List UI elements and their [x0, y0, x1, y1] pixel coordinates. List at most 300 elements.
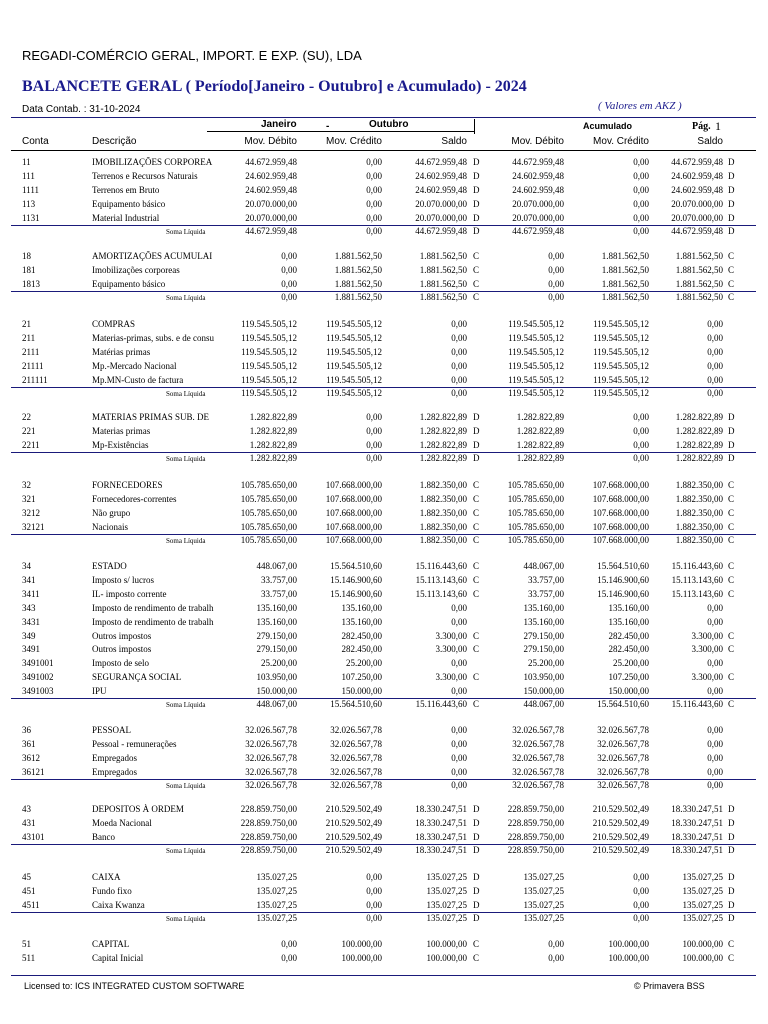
table-row [0, 589, 768, 602]
account-code: 36121 [22, 766, 45, 777]
table-row [0, 494, 768, 507]
amount-cell: 282.450,00 [608, 644, 649, 655]
balance-side: C [728, 630, 735, 641]
amount-cell: 1.282.822,89 [419, 425, 467, 436]
amount-cell: 0,00 [451, 602, 467, 613]
amount-cell: 135.027,25 [523, 885, 564, 896]
amount-cell: 0,00 [281, 251, 297, 261]
balance-side: D [473, 872, 480, 882]
balance-side: D [728, 831, 735, 842]
account-code: 221 [22, 425, 36, 436]
balance-side: C [473, 699, 480, 709]
balance-side: C [473, 672, 480, 683]
table-row [0, 804, 768, 817]
account-description: Imposto de rendimento de trabalh [92, 602, 214, 613]
amount-cell: 0,00 [366, 225, 382, 236]
account-code: 341 [22, 574, 36, 585]
amount-cell: 0,00 [451, 332, 467, 343]
amount-cell: 210.529.502,49 [592, 831, 649, 842]
amount-cell: 0,00 [281, 278, 297, 289]
amount-cell: 119.545.505,12 [241, 360, 297, 371]
amount-cell: 0,00 [281, 952, 297, 963]
amount-cell: 0,00 [451, 360, 467, 371]
balance-side: D [728, 157, 735, 167]
account-description: Terrenos em Bruto [92, 184, 160, 195]
total-label: Soma Líquida [166, 846, 206, 855]
balance-side: C [728, 480, 735, 490]
amount-cell: 1.282.822,89 [419, 439, 467, 450]
col-saldo-acum: Saldo [697, 136, 723, 147]
account-description: PESSOAL [92, 725, 132, 735]
amount-cell: 107.668.000,00 [592, 521, 649, 532]
balance-side: C [473, 534, 480, 545]
amount-cell: 15.564.510,60 [597, 699, 649, 709]
balance-side: D [728, 225, 735, 236]
amount-cell: 100.000,00 [426, 939, 467, 949]
account-code: 1111 [22, 184, 39, 195]
amount-cell: 100.000,00 [682, 939, 723, 949]
balance-side: D [473, 452, 480, 463]
amount-cell: 33.757,00 [528, 574, 564, 585]
balance-side: C [473, 574, 480, 585]
balance-side: D [473, 212, 480, 223]
amount-cell: 0,00 [707, 752, 723, 763]
amount-cell: 0,00 [707, 602, 723, 613]
balance-side: C [473, 251, 480, 261]
amount-cell: 3.300,00 [435, 644, 467, 655]
amount-cell: 0,00 [451, 779, 467, 790]
amount-cell: 135.160,00 [341, 602, 382, 613]
account-description: Imobilizações corporeas [92, 264, 180, 275]
amount-cell: 15.113.143,60 [671, 574, 723, 585]
total-label: Soma Líquida [166, 227, 206, 236]
amount-cell: 448.067,00 [256, 699, 297, 709]
account-code: 43101 [22, 831, 45, 842]
amount-cell: 32.026.567,78 [330, 738, 382, 749]
amount-cell: 32.026.567,78 [597, 766, 649, 777]
balance-side: C [728, 251, 735, 261]
account-code: 4511 [22, 899, 40, 910]
account-description: MATERIAS PRIMAS SUB. DE [92, 412, 210, 422]
account-code: 3491003 [22, 686, 54, 697]
amount-cell: 24.602.959,48 [245, 184, 297, 195]
amount-cell: 448.067,00 [256, 561, 297, 571]
table-row [0, 412, 768, 425]
amount-cell: 0,00 [451, 766, 467, 777]
amount-cell: 0,00 [633, 425, 649, 436]
account-code: 111 [22, 170, 35, 181]
table-row [0, 753, 768, 766]
amount-cell: 0,00 [633, 912, 649, 923]
amount-cell: 25.200,00 [346, 658, 382, 669]
amount-cell: 107.250,00 [341, 672, 382, 683]
amount-cell: 1.282.822,89 [419, 412, 467, 422]
amount-cell: 32.026.567,78 [330, 766, 382, 777]
amount-cell: 0,00 [366, 439, 382, 450]
amount-cell: 119.545.505,12 [593, 387, 649, 398]
amount-cell: 105.785.650,00 [240, 534, 297, 545]
amount-cell: 135.027,25 [682, 899, 723, 910]
table-row [0, 739, 768, 752]
amount-cell: 135.027,25 [682, 885, 723, 896]
balance-side: C [728, 574, 735, 585]
amount-cell: 0,00 [548, 291, 564, 302]
amount-cell: 1.881.562,50 [601, 291, 649, 302]
amount-cell: 32.026.567,78 [512, 766, 564, 777]
amount-cell: 119.545.505,12 [326, 374, 382, 385]
table-row [0, 672, 768, 685]
amount-cell: 107.668.000,00 [325, 507, 382, 518]
account-code: 361 [22, 738, 36, 749]
copyright-text: © Primavera BSS [634, 981, 705, 991]
amount-cell: 1.881.562,50 [675, 291, 723, 302]
page-number: 1 [715, 119, 721, 133]
balance-side: C [728, 588, 735, 599]
account-code: 32 [22, 480, 31, 490]
table-row [0, 886, 768, 899]
balance-side: D [728, 412, 735, 422]
amount-cell: 24.602.959,48 [415, 170, 467, 181]
account-code: 211 [22, 332, 36, 343]
amount-cell: 0,00 [451, 725, 467, 735]
amount-cell: 0,00 [707, 658, 723, 669]
amount-cell: 32.026.567,78 [245, 725, 297, 735]
amount-cell: 0,00 [707, 725, 723, 735]
period-dash: - [326, 121, 330, 132]
amount-cell: 100.000,00 [682, 952, 723, 963]
balance-side: D [728, 872, 735, 882]
balance-side: D [473, 912, 480, 923]
account-code: 1813 [22, 278, 40, 289]
amount-cell: 0,00 [633, 885, 649, 896]
amount-cell: 33.757,00 [528, 588, 564, 599]
balance-side: C [473, 278, 480, 289]
balance-side: D [728, 452, 735, 463]
amount-cell: 119.545.505,12 [326, 332, 382, 343]
amount-cell: 32.026.567,78 [512, 779, 564, 790]
amount-cell: 32.026.567,78 [330, 725, 382, 735]
amount-cell: 1.282.822,89 [249, 412, 297, 422]
account-description: Mp.-Mercado Nacional [92, 360, 177, 371]
amount-cell: 210.529.502,49 [592, 844, 649, 855]
account-description: Empregados [92, 766, 137, 777]
amount-cell: 18.330.247,51 [671, 804, 723, 814]
account-description: Imposto s/ lucros [92, 574, 154, 585]
amount-cell: 18.330.247,51 [415, 817, 467, 828]
amount-cell: 15.146.900,60 [597, 588, 649, 599]
amount-cell: 32.026.567,78 [512, 738, 564, 749]
amount-cell: 0,00 [633, 157, 649, 167]
total-row [0, 292, 768, 305]
amount-cell: 1.282.822,89 [516, 412, 564, 422]
amount-cell: 0,00 [707, 346, 723, 357]
amount-cell: 210.529.502,49 [592, 804, 649, 814]
total-row [0, 780, 768, 793]
amount-cell: 1.882.350,00 [675, 521, 723, 532]
total-row [0, 453, 768, 466]
amount-cell: 0,00 [548, 939, 564, 949]
balance-side: D [473, 885, 480, 896]
amount-cell: 44.672.959,48 [671, 225, 723, 236]
amount-cell: 105.785.650,00 [507, 521, 564, 532]
account-code: 3491001 [22, 658, 54, 669]
amount-cell: 0,00 [451, 752, 467, 763]
total-label: Soma Líquida [166, 454, 206, 463]
account-code: 32121 [22, 521, 45, 532]
amount-cell: 18.330.247,51 [671, 844, 723, 855]
balance-side: C [728, 672, 735, 683]
account-description: IL- imposto corrente [92, 588, 167, 599]
account-description: CAIXA [92, 872, 121, 882]
amount-cell: 18.330.247,51 [671, 817, 723, 828]
account-description: COMPRAS [92, 319, 136, 329]
amount-cell: 119.545.505,12 [326, 319, 382, 329]
amount-cell: 25.200,00 [261, 658, 297, 669]
amount-cell: 32.026.567,78 [597, 725, 649, 735]
amount-cell: 0,00 [451, 346, 467, 357]
amount-cell: 0,00 [707, 686, 723, 697]
amount-cell: 0,00 [366, 212, 382, 223]
amount-cell: 0,00 [633, 212, 649, 223]
total-label: Soma Líquida [166, 701, 206, 709]
amount-cell: 135.027,25 [523, 872, 564, 882]
amount-cell: 44.672.959,48 [671, 157, 723, 167]
balance-side: D [728, 198, 735, 209]
amount-cell: 135.027,25 [426, 912, 467, 923]
amount-cell: 18.330.247,51 [415, 831, 467, 842]
balance-side: C [473, 480, 480, 490]
account-code: 21111 [22, 360, 44, 371]
col-mov-debito-acum: Mov. Débito [511, 136, 564, 147]
amount-cell: 228.859.750,00 [240, 804, 297, 814]
license-text: Licensed to: ICS INTEGRATED CUSTOM SOFTWARE [24, 981, 245, 991]
account-code: 51 [22, 939, 31, 949]
amount-cell: 103.950,00 [523, 672, 564, 683]
account-code: 511 [22, 952, 36, 963]
amount-cell: 0,00 [548, 952, 564, 963]
header-period-rule [207, 131, 474, 132]
account-description: Material Industrial [92, 212, 160, 223]
amount-cell: 0,00 [548, 251, 564, 261]
table-row [0, 658, 768, 671]
amount-cell: 107.668.000,00 [325, 521, 382, 532]
acumulado-label: Acumulado [583, 121, 633, 131]
amount-cell: 25.200,00 [528, 658, 564, 669]
amount-cell: 119.545.505,12 [593, 346, 649, 357]
amount-cell: 0,00 [366, 170, 382, 181]
amount-cell: 18.330.247,51 [415, 844, 467, 855]
amount-cell: 15.564.510,60 [597, 561, 649, 571]
amount-cell: 1.282.822,89 [516, 439, 564, 450]
account-code: 431 [22, 817, 36, 828]
account-code: 18 [22, 251, 31, 261]
balance-side: D [473, 899, 480, 910]
balance-side: C [728, 264, 735, 275]
balance-side: D [728, 899, 735, 910]
amount-cell: 107.668.000,00 [592, 534, 649, 545]
amount-cell: 0,00 [633, 184, 649, 195]
account-code: 2111 [22, 346, 40, 357]
amount-cell: 44.672.959,48 [415, 225, 467, 236]
amount-cell: 119.545.505,12 [326, 387, 382, 398]
account-code: 11 [22, 157, 31, 167]
amount-cell: 15.146.900,60 [330, 588, 382, 599]
amount-cell: 0,00 [633, 452, 649, 463]
amount-cell: 24.602.959,48 [512, 170, 564, 181]
col-conta: Conta [22, 136, 49, 147]
amount-cell: 105.785.650,00 [507, 493, 564, 504]
amount-cell: 135.160,00 [341, 616, 382, 627]
table-row [0, 872, 768, 885]
amount-cell: 0,00 [548, 264, 564, 275]
balance-side: C [728, 278, 735, 289]
amount-cell: 135.160,00 [608, 602, 649, 613]
amount-cell: 103.950,00 [256, 672, 297, 683]
amount-cell: 0,00 [281, 939, 297, 949]
amount-cell: 1.881.562,50 [601, 264, 649, 275]
table-row [0, 265, 768, 278]
table-row [0, 725, 768, 738]
amount-cell: 107.668.000,00 [592, 507, 649, 518]
amount-cell: 135.027,25 [523, 899, 564, 910]
table-row [0, 333, 768, 346]
account-code: 451 [22, 885, 36, 896]
amount-cell: 119.545.505,12 [241, 346, 297, 357]
amount-cell: 1.882.350,00 [419, 493, 467, 504]
amount-cell: 119.545.505,12 [508, 346, 564, 357]
total-row [0, 913, 768, 926]
balance-side: C [728, 939, 735, 949]
balance-side: C [728, 561, 735, 571]
account-code: 349 [22, 630, 36, 641]
amount-cell: 44.672.959,48 [245, 157, 297, 167]
amount-cell: 3.300,00 [691, 672, 723, 683]
amount-cell: 32.026.567,78 [597, 752, 649, 763]
balance-side: C [473, 644, 480, 655]
amount-cell: 135.027,25 [682, 912, 723, 923]
amount-cell: 0,00 [366, 184, 382, 195]
amount-cell: 1.882.350,00 [675, 480, 723, 490]
amount-cell: 15.564.510,60 [330, 699, 382, 709]
amount-cell: 119.545.505,12 [593, 360, 649, 371]
amount-cell: 105.785.650,00 [240, 521, 297, 532]
account-description: Capital Inicial [92, 952, 144, 963]
account-description: Mp.MN-Custo de factura [92, 374, 184, 385]
amount-cell: 20.070.000,00 [245, 198, 297, 209]
account-code: 3612 [22, 752, 40, 763]
account-description: Moeda Nacional [92, 817, 152, 828]
amount-cell: 1.282.822,89 [249, 452, 297, 463]
account-description: Materias-primas, subs. e de consu [92, 332, 214, 343]
amount-cell: 119.545.505,12 [593, 332, 649, 343]
amount-cell: 0,00 [366, 412, 382, 422]
amount-cell: 228.859.750,00 [507, 817, 564, 828]
account-description: Imposto de rendimento de trabalh [92, 616, 214, 627]
amount-cell: 0,00 [451, 387, 467, 398]
amount-cell: 119.545.505,12 [326, 346, 382, 357]
amount-cell: 1.282.822,89 [249, 425, 297, 436]
amount-cell: 0,00 [707, 779, 723, 790]
amount-cell: 3.300,00 [691, 630, 723, 641]
total-row [0, 226, 768, 239]
amount-cell: 228.859.750,00 [240, 844, 297, 855]
amount-cell: 20.070.000,00 [671, 198, 723, 209]
amount-cell: 24.602.959,48 [415, 184, 467, 195]
amount-cell: 119.545.505,12 [241, 387, 297, 398]
account-description: Imposto de selo [92, 658, 149, 669]
account-code: 22 [22, 412, 31, 422]
header-top-rule [11, 117, 756, 118]
amount-cell: 32.026.567,78 [597, 779, 649, 790]
amount-cell: 135.027,25 [256, 912, 297, 923]
balance-side: C [728, 521, 735, 532]
period-to: Outubro [369, 119, 409, 130]
account-description: FORNECEDORES [92, 480, 163, 490]
amount-cell: 44.672.959,48 [245, 225, 297, 236]
balance-side: D [728, 885, 735, 896]
table-row [0, 561, 768, 574]
balance-side: D [728, 212, 735, 223]
amount-cell: 279.150,00 [256, 630, 297, 641]
account-description: AMORTIZAÇÕES ACUMULAI [92, 251, 213, 261]
col-descricao: Descrição [92, 136, 137, 147]
amount-cell: 100.000,00 [341, 952, 382, 963]
table-row [0, 818, 768, 831]
amount-cell: 1.881.562,50 [675, 264, 723, 275]
account-description: Mp-Existências [92, 439, 149, 450]
amount-cell: 0,00 [707, 738, 723, 749]
amount-cell: 0,00 [633, 170, 649, 181]
amount-cell: 1.881.562,50 [419, 251, 467, 261]
account-description: Equipamento básico [92, 278, 166, 289]
amount-cell: 1.882.350,00 [419, 521, 467, 532]
amount-cell: 1.881.562,50 [334, 278, 382, 289]
total-label: Soma Líquida [166, 536, 206, 545]
col-mov-debito: Mov. Débito [244, 136, 297, 147]
amount-cell: 0,00 [633, 198, 649, 209]
balance-side: D [473, 170, 480, 181]
col-mov-credito: Mov. Crédito [326, 136, 382, 147]
amount-cell: 0,00 [281, 291, 297, 302]
amount-cell: 15.116.443,60 [671, 699, 723, 709]
account-code: 3431 [22, 616, 40, 627]
amount-cell: 32.026.567,78 [597, 738, 649, 749]
amount-cell: 32.026.567,78 [245, 752, 297, 763]
amount-cell: 119.545.505,12 [593, 374, 649, 385]
amount-cell: 1.881.562,50 [675, 278, 723, 289]
balance-side: C [728, 952, 735, 963]
amount-cell: 135.027,25 [256, 899, 297, 910]
amount-cell: 107.668.000,00 [592, 493, 649, 504]
table-row [0, 631, 768, 644]
amount-cell: 44.672.959,48 [512, 157, 564, 167]
balance-side: D [473, 817, 480, 828]
footer-rule [11, 975, 756, 976]
amount-cell: 0,00 [707, 360, 723, 371]
amount-cell: 1.282.822,89 [675, 439, 723, 450]
balance-side: D [728, 804, 735, 814]
amount-cell: 279.150,00 [523, 644, 564, 655]
amount-cell: 228.859.750,00 [240, 817, 297, 828]
amount-cell: 3.300,00 [435, 630, 467, 641]
amount-cell: 0,00 [451, 658, 467, 669]
table-row [0, 480, 768, 493]
balance-side: C [473, 521, 480, 532]
balance-side: C [473, 264, 480, 275]
account-code: 113 [22, 198, 36, 209]
account-code: 3212 [22, 507, 40, 518]
total-label: Soma Líquida [166, 389, 206, 398]
